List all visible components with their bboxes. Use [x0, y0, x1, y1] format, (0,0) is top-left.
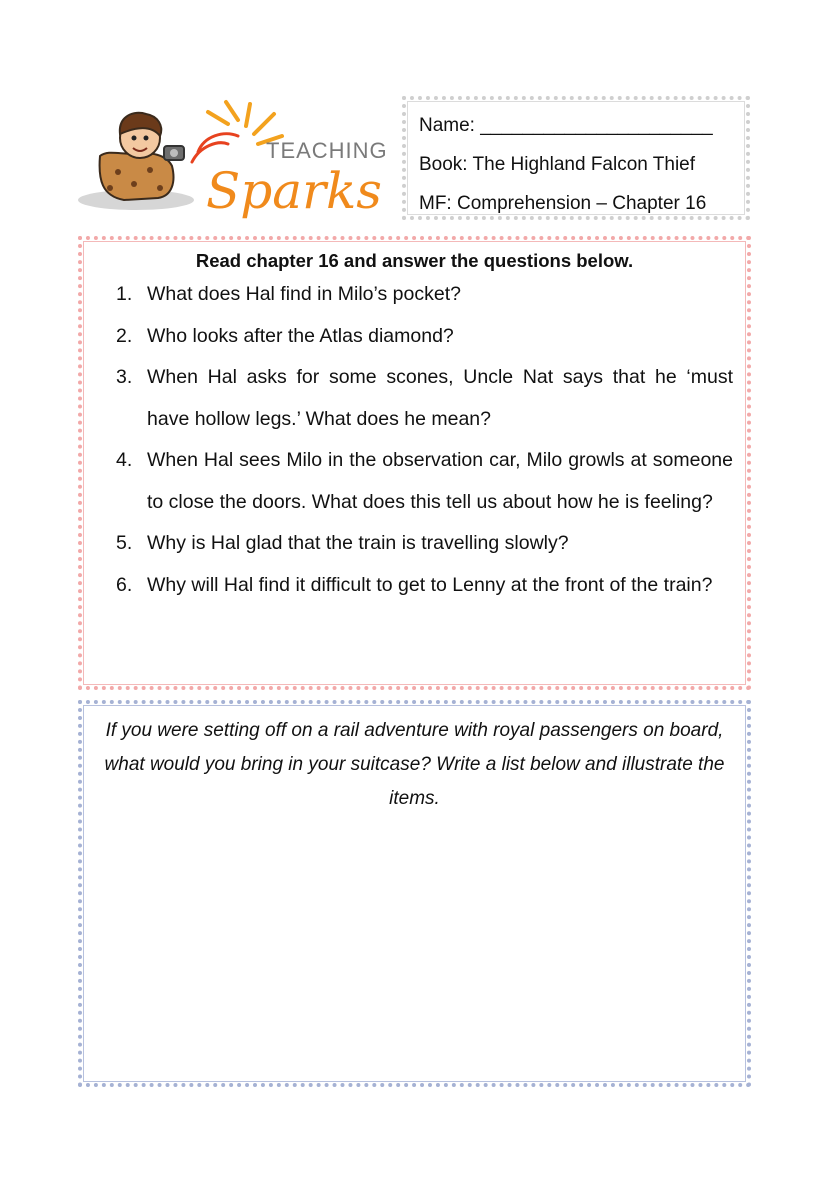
question-number: 2.	[116, 324, 133, 347]
questions-box	[78, 236, 751, 690]
book-title: Book: The Highland Falcon Thief	[419, 154, 696, 175]
teaching-sparks-logo	[78, 96, 388, 220]
question-number: 5.	[116, 532, 133, 554]
questions-heading: Read chapter 16 and answer the questions below.	[195, 250, 634, 271]
question-number: 1.	[116, 283, 133, 305]
student-info-box	[402, 96, 750, 220]
question-text: Why will Hal find it difficult to get to Lenny at the front of the train?	[147, 573, 713, 596]
question-text: When Hal asks for some scones, Uncle Nat says that he ‘must have hollow legs.’ What does he mean?	[147, 366, 733, 430]
activity-answer-box[interactable]	[78, 700, 751, 1087]
logo-sparks-text: Sparks	[206, 162, 382, 220]
question-item	[116, 523, 733, 565]
activity-prompt: If you were setting off on a rail adventure with royal passengers on board, what would you bring in your suitcase? Write a list below and illustrate the items.	[104, 720, 725, 809]
question-text: Who looks after the Atlas diamond?	[147, 324, 454, 347]
question-text: When Hal sees Milo in the observation car, Milo growls at someone to close the doors. What does this tell us about how he is feeling?	[147, 449, 733, 513]
mf-label: MF: Comprehension – Chapter 16	[419, 193, 707, 214]
name-field[interactable]: Name: ______________________	[419, 115, 713, 136]
question-number: 6.	[116, 573, 133, 596]
question-item	[116, 357, 733, 440]
question-item	[116, 274, 733, 316]
question-number: 3.	[116, 366, 133, 388]
question-list	[116, 274, 733, 606]
question-text: Why is Hal glad that the train is travelling slowly?	[147, 532, 569, 554]
question-item	[116, 565, 733, 607]
question-item	[116, 440, 733, 523]
logo-graphic	[78, 96, 388, 220]
question-text: What does Hal find in Milo’s pocket?	[147, 283, 461, 305]
question-item	[116, 316, 733, 358]
logo-teaching-text: TEACHING	[266, 138, 388, 163]
question-number: 4.	[116, 449, 133, 471]
